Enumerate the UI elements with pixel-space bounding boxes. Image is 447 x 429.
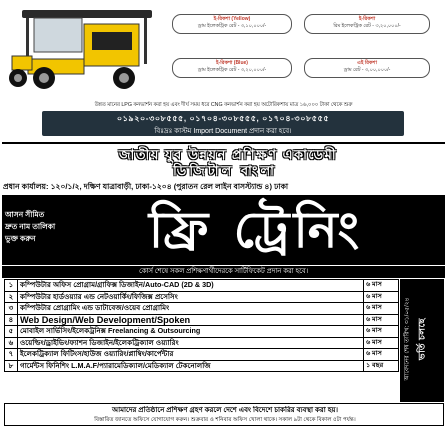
course-table [4, 279, 399, 372]
course-title: কম্পিউটার অফিস প্রোগ্রাম/গ্রাফিক্স ডিজাইন/Auto-CAD (2D & 3D) [18, 280, 364, 292]
seat-line: ভুক্ত করুন [5, 234, 36, 243]
phone-numbers: ০১৯২০-৩০৮৫৫৫, ০১৭০৪-৩০৮৫৫৫, ০১৭০৪-৩০৮৫৫৫ [116, 114, 330, 123]
free-training-title: ফ্রি ট্রেনিং [148, 200, 364, 259]
course-title: কম্পিউটার হার্ডওয়্যার এন্ড নেটওয়ার্কিং/ফিজিক্স প্রসেসিং [18, 291, 364, 303]
price-tag-price: রিম ইলেকট্রিক রেট - ৩,২০,০০০/- [333, 23, 401, 29]
price-tag-rim [304, 14, 430, 34]
course-duration: ৬ মাস [364, 337, 399, 349]
price-tag-price: ড্রাম ইলেকট্রিক রেট - ৩,১০,০০০/- [197, 23, 267, 29]
table-row [5, 314, 399, 326]
course-number: ১ [5, 280, 18, 292]
academy-subtitle: ডিজিটাল বাংলা [173, 163, 277, 178]
course-duration: ৬ মাস [364, 291, 399, 303]
free-training-banner [2, 195, 445, 265]
seat-label: আসন সীমিত [5, 210, 45, 219]
course-title: মোবাইল সার্ভিসিং/ইলেকট্রনিক্স Freelancing & Outsourcing [18, 326, 364, 338]
admission-text: ভর্তি চলছে [416, 317, 427, 361]
course-duration: ৬ মাস [364, 349, 399, 361]
price-tag-color: ই-রিকশা [358, 16, 376, 22]
price-tag-yellow [172, 14, 292, 34]
footer-line: বিস্তারিত জানতে অফিসে যোগাযোগ করুন। শুক্রবার ও শনিবার অফিস খোলা থাকে। সকাল ৯টা থেকে বিকাল ৫টা পর্যন্ত। [94, 417, 356, 423]
course-number: ৬ [5, 337, 18, 349]
academy-name: জাতীয় যুব উন্নয়ন প্রশিক্ষণ একাডেমী [118, 147, 338, 162]
course-number: ৮ [5, 360, 18, 372]
price-tag-color: এই রিকশা [357, 60, 377, 66]
price-tag-color: ই-রিকশা (Yellow) [213, 16, 251, 22]
footer-notice [4, 403, 444, 426]
course-duration: ৬ মাস [364, 280, 399, 292]
deadline-text: আবেদনের শেষ তারিখ: ৩১/০৫/২৪ [404, 297, 411, 381]
course-number: ৩ [5, 303, 18, 315]
course-duration: ৬ মাস [364, 303, 399, 315]
course-title: ইলেকট্রিক্যাল ফিটিংস/হাউজ ওয়্যারিং/প্লাম্বিং/কার্পেন্টার [18, 349, 364, 361]
e-rickshaw-image [4, 4, 164, 96]
table-row [5, 291, 399, 303]
course-duration: ৬ মাস [364, 314, 399, 326]
course-title: গার্মেন্টস ফিনিশিং L.M.A.F/প্যারামেডিক্যাল/মেডিক্যাল টেকনোলজি [18, 360, 364, 372]
table-row [5, 360, 399, 372]
course-title: ওয়েল্ডিং/ড্রাইভিং/ফ্যাশন ডিজাইন/ইলেকট্রিক্যাল ওয়্যারিং [18, 337, 364, 349]
divider [2, 142, 445, 144]
footer-line: আমাদের প্রতিষ্ঠানে প্রশিক্ষণ গ্রহণ করলে দেশে এবং বিদেশে চাকরির ব্যবস্থা করা হয়। [111, 407, 339, 414]
admission-side-panel [400, 279, 444, 402]
course-duration: ১ বছর [364, 360, 399, 372]
course-title: Web Design/Web Development/Spoken [18, 314, 364, 326]
price-tag-price: ড্রাম রেট - ৩,০০,০০০/- [343, 67, 391, 73]
lpg-conversion-note: উন্নত মানের LPG কনভার্শন করা হয় এবং দীর্ঘ সময় ধরে CNG কনভার্শন করা হয় অটোরিকশায় মাত্র ১৬,০০০ টাকা থেকে শুরু [94, 102, 353, 108]
table-row [5, 349, 399, 361]
price-tag-blue [172, 58, 292, 78]
table-row [5, 337, 399, 349]
table-row [5, 326, 399, 338]
price-tag-drum [304, 58, 430, 78]
price-tag-price: ড্রাম ইলেকট্রিক রেট - ৩,২০,০০০/- [197, 67, 267, 73]
head-office-address: প্রধান কার্যালয়: ১২০/১/২, দক্ষিণ যাত্রাবাড়ী, ঢাকা-১২০৪ (পুরাতন রেল লাইন বাসস্ট্যান্ড ৪) ঢাকা [3, 182, 289, 191]
price-tag-color: ই-রিকশা (Blue) [216, 60, 248, 66]
course-title: কম্পিউটার প্রোগ্রামিং এন্ড ডাটাবেজ/ওয়েব প্রোগ্রামিং [18, 303, 364, 315]
course-number: ৭ [5, 349, 18, 361]
course-number: ৫ [5, 326, 18, 338]
seat-notice [5, 209, 63, 251]
course-duration: ৬ মাস [364, 326, 399, 338]
table-row [5, 280, 399, 292]
phone-band [42, 111, 404, 136]
table-row [5, 303, 399, 315]
import-note: বিঃদ্রঃ কাস্টম Import Document প্রদান করা হবে। [154, 128, 292, 135]
course-number: ২ [5, 291, 18, 303]
seat-line: দ্রুত নাম তালিকা [5, 222, 56, 231]
certificate-notice: কোর্স শেষে সকল প্রশিক্ষণার্থীদেরকে সার্টিফিকেট প্রদান করা হবে। [2, 266, 445, 278]
course-number: ৪ [5, 314, 18, 326]
